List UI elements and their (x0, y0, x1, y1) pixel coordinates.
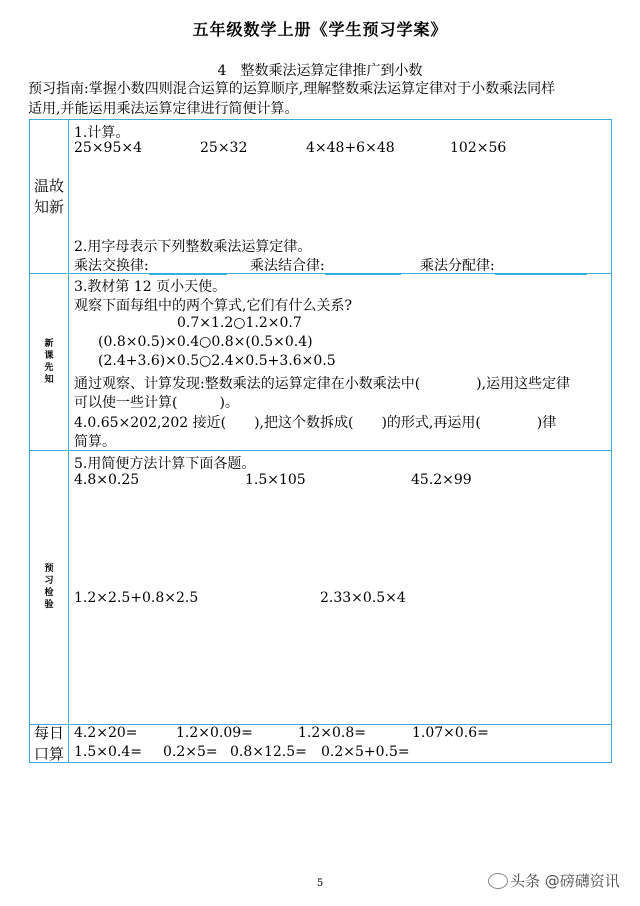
q3-prompt: 观察下面每组中的两个算式,它们有什么关系? (74, 298, 352, 314)
q3-expression: 0.7×1.2○1.2×0.7 (177, 315, 302, 331)
lesson-title: 4 整数乘法运算定律推广到小数 (217, 63, 423, 79)
row-divider-2 (30, 450, 611, 451)
q5-title: 5.用简便方法计算下面各题。 (74, 456, 256, 472)
q5-item: 1.5×105 (245, 472, 306, 488)
watermark-text: 头条 @磅礴资讯 (510, 872, 620, 890)
mental-math-item: 0.2×5= (163, 744, 218, 760)
preview-guide (28, 79, 618, 119)
q5-item: 4.8×0.25 (74, 472, 140, 488)
q1-item: 25×95×4 (74, 140, 142, 156)
watermark-logo-icon (488, 873, 508, 889)
document-title: 五年级数学上册《学生预习学案》 (192, 20, 448, 39)
q3-expression: (0.8×0.5)×0.4○0.8×(0.5×0.4) (98, 334, 313, 350)
q5-item: 2.33×0.5×4 (320, 590, 406, 606)
mental-math-item: 1.2×0.8= (298, 725, 366, 741)
q1-item: 4×48+6×48 (306, 140, 395, 156)
mental-math-item: 0.2×5+0.5= (321, 744, 410, 760)
worksheet-table (29, 119, 612, 763)
answer-blank[interactable] (495, 260, 587, 275)
q1-item: 25×32 (200, 140, 248, 156)
q3-conclusion: 通过观察、计算发现:整数乘法的运算定律在小数乘法中( ),运用这些定律 (74, 376, 571, 392)
q5-item: 45.2×99 (411, 472, 472, 488)
answer-blank[interactable] (149, 260, 227, 275)
q1-title: 1.计算。 (74, 125, 130, 141)
mental-math-item: 4.2×20= (74, 725, 138, 741)
page-number: 5 (316, 878, 324, 889)
q3-expression: (2.4+3.6)×0.5○2.4×0.5+3.6×0.5 (98, 353, 336, 369)
mental-math-item: 1.07×0.6= (412, 725, 489, 741)
guide-line-2: 适用,并能运用乘法运算定律进行简便计算。 (28, 101, 299, 117)
q3-conclusion: 可以使一些计算( )。 (74, 395, 239, 411)
mental-math-item: 1.5×0.4= (74, 744, 142, 760)
q4-question: 4.0.65×202,202 接近( ),把这个数拆成( )的形式,再运用( )律 (74, 415, 557, 431)
q5-item: 1.2×2.5+0.8×2.5 (74, 590, 199, 606)
guide-line-1: 预习指南:掌握小数四则混合运算的运算顺序,理解整数乘法运算定律对于小数乘法同样 (28, 81, 556, 97)
mental-math-item: 0.8×12.5= (230, 744, 307, 760)
column-divider (68, 120, 69, 762)
law-associative: 乘法结合律: (250, 255, 401, 275)
q2-title: 2.用字母表示下列整数乘法运算定律。 (74, 239, 312, 255)
section-label-new: 新课先知 (44, 338, 54, 385)
section-label-review: 温故知新 (33, 176, 64, 216)
q4-question: 简算。 (74, 434, 116, 450)
law-commutative: 乘法交换律: (74, 255, 227, 275)
q3-title: 3.教材第 12 页小天使。 (74, 279, 227, 295)
law-distributive: 乘法分配律: (420, 255, 587, 275)
mental-math-item: 1.2×0.09= (176, 725, 253, 741)
section-label-daily: 每日口算 (33, 724, 64, 763)
q1-item: 102×56 (450, 140, 507, 156)
answer-blank[interactable] (325, 260, 401, 275)
section-label-check: 预习检验 (44, 564, 54, 610)
